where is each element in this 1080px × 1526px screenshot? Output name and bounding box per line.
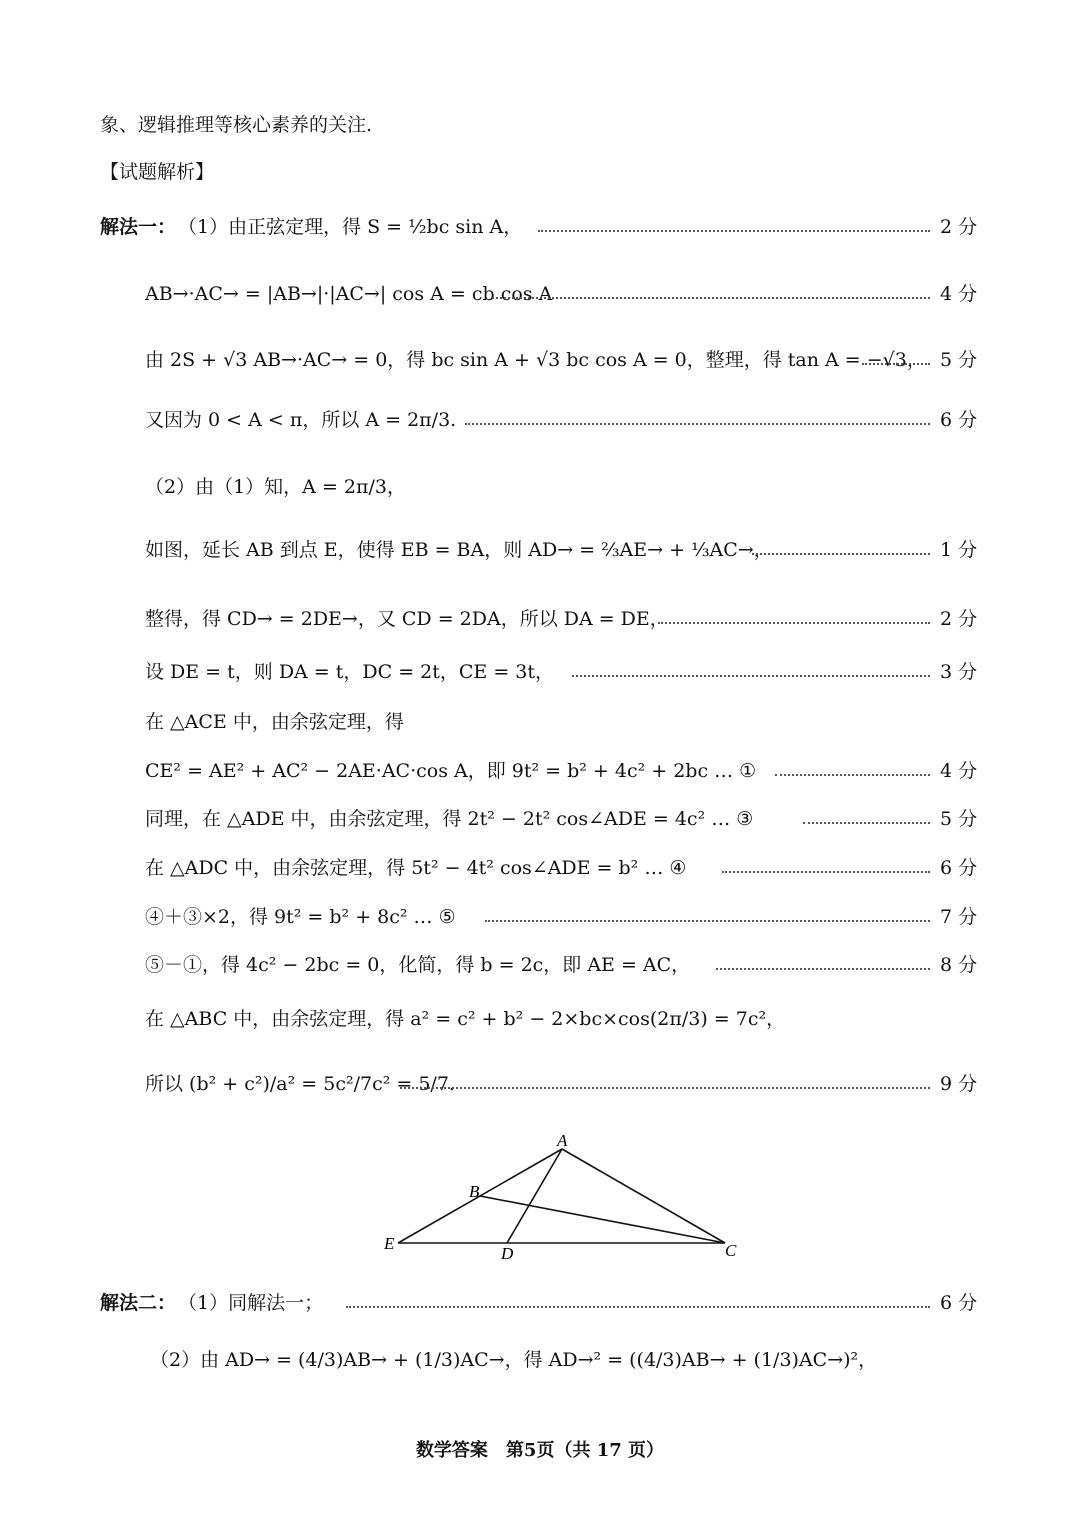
method1-label: 解法一： [100, 216, 177, 238]
line-text: （2）由（1）知，A = 2π/3， [145, 476, 406, 498]
solution-line [0, 902, 1080, 942]
solution-line [0, 1345, 1080, 1385]
point-label-b: B [469, 1182, 480, 1201]
line-text: 在 △ADC 中，由余弦定理，得 5t² − 4t² cos∠ADE = b² … ④ [145, 857, 687, 879]
line-text: 如图，延长 AB 到点 E，使得 EB = BA，则 AD→ = ⅔AE→ + ⅓AC→， [145, 539, 773, 561]
score-leader [346, 1304, 930, 1308]
solution-line [0, 279, 1080, 319]
point-label-e: E [384, 1234, 395, 1253]
score-leader [862, 361, 930, 365]
line-text: 所以 (b² + c²)/a² = 5c²/7c² = 5/7. [145, 1073, 455, 1095]
score-leader [658, 620, 930, 624]
score-leader [775, 772, 930, 776]
score: 8 分 [940, 954, 978, 976]
solution-line [0, 1069, 1080, 1109]
solution-line [0, 804, 1080, 844]
score: 2 分 [940, 216, 978, 238]
solution-line [0, 472, 1080, 512]
score: 5 分 [940, 808, 978, 830]
segment-ad [507, 1149, 562, 1243]
score-leader [716, 966, 930, 970]
score-leader [465, 421, 930, 425]
score: 9 分 [940, 1073, 978, 1095]
line-text: 在 △ABC 中，由余弦定理，得 a² = c² + b² − 2×bc×cos(2π/3) = 7c²， [145, 1008, 786, 1030]
score: 3 分 [940, 661, 978, 683]
solution-line [0, 535, 1080, 575]
method2-label: 解法二： [100, 1292, 177, 1314]
score-leader [485, 918, 930, 922]
score-leader [400, 1085, 930, 1089]
solution-line [0, 756, 1080, 796]
score: 1 分 [940, 539, 978, 561]
solution-line [0, 1288, 1080, 1328]
line-text: 在 △ACE 中，由余弦定理，得 [145, 711, 404, 733]
score: 2 分 [940, 608, 978, 630]
score: 6 分 [940, 1292, 978, 1314]
score-leader [538, 228, 930, 232]
score: 6 分 [940, 409, 978, 431]
line-text: 设 DE = t，则 DA = t，DC = 2t，CE = 3t， [145, 661, 555, 683]
segment-bc [480, 1196, 725, 1243]
score: 4 分 [940, 760, 978, 782]
line-text: CE² = AE² + AC² − 2AE·AC·cos A，即 9t² = b² + 4c² + 2bc … ① [145, 760, 757, 782]
solution-line [0, 707, 1080, 747]
line-text: （2）由 AD→ = (4/3)AB→ + (1/3)AC→，得 AD→² = ((4/3)AB→ + (1/3)AC→)²， [150, 1349, 878, 1371]
score: 7 分 [940, 906, 978, 928]
score-leader [492, 295, 930, 299]
intro-text: 象、逻辑推理等核心素养的关注. [100, 114, 373, 136]
score-leader [803, 820, 930, 824]
page-footer: 数学答案 第5页（共 17 页） [415, 1440, 665, 1461]
segment-ac [562, 1149, 725, 1243]
line-text: 整得，得 CD→ = 2DE→，又 CD = 2DA，所以 DA = DE， [145, 608, 669, 630]
line-text: 同理，在 △ADE 中，由余弦定理，得 2t² − 2t² cos∠ADE = 4c² … ③ [145, 808, 754, 830]
solution-line [0, 345, 1080, 385]
line-text: AB→·AC→ = |AB→|·|AC→| cos A = cb cos A [145, 283, 553, 305]
line-text: 又因为 0 < A < π，所以 A = 2π/3. [145, 409, 457, 431]
solution-line [0, 212, 1080, 252]
score: 5 分 [940, 349, 978, 371]
solution-line [0, 657, 1080, 697]
point-label-a: A [557, 1131, 568, 1150]
point-label-d: D [501, 1244, 514, 1263]
section-heading: 【试题解析】 [100, 161, 215, 183]
score: 4 分 [940, 283, 978, 305]
solution-line [0, 405, 1080, 445]
score-leader [722, 869, 930, 873]
score-leader [752, 551, 930, 555]
score-leader [572, 673, 930, 677]
triangle-figure [370, 1125, 750, 1265]
solution-line [0, 604, 1080, 644]
line-text: 由 2S + √3 AB→·AC→ = 0，得 bc sin A + √3 bc cos A = 0，整理，得 tan A = −√3， [145, 349, 926, 371]
point-label-c: C [725, 1241, 737, 1260]
line-text: ④＋③×2，得 9t² = b² + 8c² … ⑤ [145, 906, 456, 928]
score: 6 分 [940, 857, 978, 879]
line-text: （1）由正弦定理，得 S = ½bc sin A， [178, 216, 523, 238]
solution-line [0, 950, 1080, 990]
solution-line [0, 853, 1080, 893]
line-text: （1）同解法一； [178, 1292, 324, 1314]
line-text: ⑤－①，得 4c² − 2bc = 0，化简，得 b = 2c，即 AE = AC， [145, 954, 691, 976]
solution-line [0, 1004, 1080, 1044]
